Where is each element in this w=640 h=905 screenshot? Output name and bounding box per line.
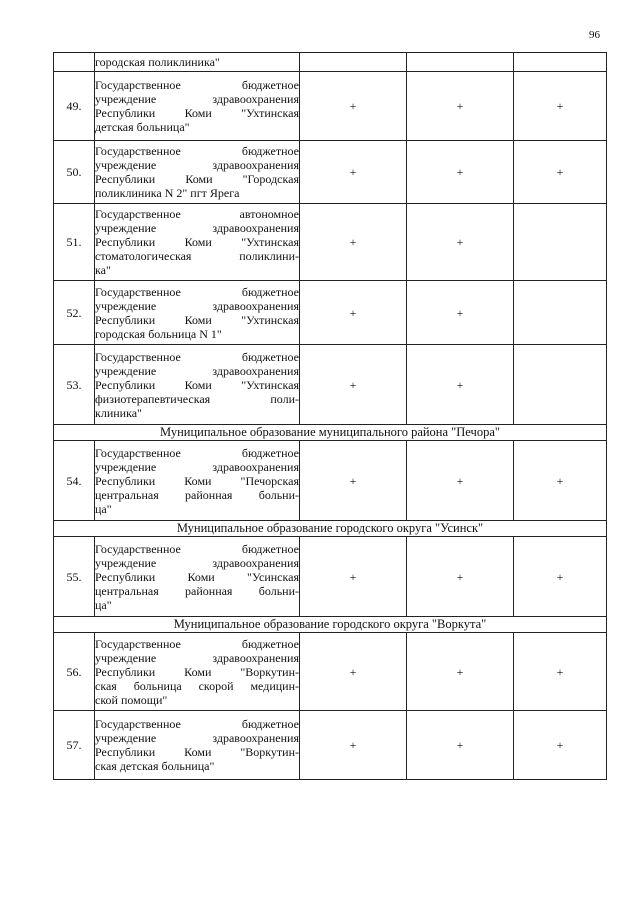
mark-cell: + [300, 441, 407, 521]
mark-cell [514, 53, 607, 72]
mark-cell [514, 281, 607, 345]
table-row [54, 537, 607, 617]
mark-cell: + [300, 141, 407, 204]
table-row [54, 633, 607, 711]
institution-name-cell [95, 72, 300, 141]
mark-cell: + [300, 204, 407, 281]
table-row [54, 72, 607, 141]
name-line: физиотерапевтическая поли- [95, 391, 299, 406]
table-row [54, 53, 607, 72]
name-line: Республики Коми "Усинская [95, 569, 299, 584]
name-line: Республики Коми "Ухтинская [95, 377, 299, 392]
mark-cell: + [514, 537, 607, 617]
mark-cell: + [300, 537, 407, 617]
name-line: центральная районная больни- [95, 583, 299, 598]
mark-cell [514, 204, 607, 281]
name-line: Республики Коми "Ухтинская [95, 235, 299, 249]
name-line: Государственное бюджетное [95, 78, 299, 92]
institution-name-cell [95, 633, 300, 711]
name-line: Республики Коми "Ухтинская [95, 106, 299, 120]
table-row [54, 345, 607, 425]
row-number: 50. [54, 141, 95, 204]
mark-cell: + [300, 281, 407, 345]
mark-cell: + [407, 537, 514, 617]
name-line: Республики Коми "Городская [95, 172, 299, 186]
institution-name-cell [95, 53, 300, 72]
mark-cell: + [407, 633, 514, 711]
name-line: Республики Коми "Воркутин- [95, 745, 299, 759]
row-number: 54. [54, 441, 95, 521]
institution-name-cell [95, 281, 300, 345]
institution-name-cell [95, 204, 300, 281]
name-line: Государственное бюджетное [95, 636, 299, 651]
section-row [54, 425, 607, 441]
name-line: Государственное бюджетное [95, 144, 299, 158]
row-number-cell [54, 53, 95, 72]
name-line: учреждение здравоохранения [95, 221, 299, 235]
table-row [54, 441, 607, 521]
mark-cell [407, 53, 514, 72]
name-line: ской помощи" [95, 692, 168, 707]
mark-cell: + [300, 345, 407, 425]
table-row [54, 204, 607, 281]
section-title: Муниципальное образование городского округа "Воркута" [54, 617, 607, 633]
row-number: 57. [54, 711, 95, 780]
mark-cell [300, 53, 407, 72]
mark-cell: + [300, 711, 407, 780]
section-row [54, 617, 607, 633]
table-row [54, 711, 607, 780]
name-line: поликлиника N 2" пгт Ярега [95, 186, 240, 200]
table-row [54, 141, 607, 204]
mark-cell [514, 345, 607, 425]
mark-cell: + [407, 345, 514, 425]
section-title: Муниципальное образование городского округа "Усинск" [54, 521, 607, 537]
table-row [54, 281, 607, 345]
name-line: городская больница N 1" [95, 326, 222, 341]
mark-cell: + [514, 141, 607, 204]
name-line: Государственное бюджетное [95, 445, 299, 460]
name-line: учреждение здравоохранения [95, 158, 299, 172]
row-number: 49. [54, 72, 95, 141]
mark-cell: + [300, 72, 407, 141]
name-line: учреждение здравоохранения [95, 731, 299, 745]
page-number: 96 [589, 29, 600, 41]
institutions-table [53, 52, 607, 780]
mark-cell: + [300, 633, 407, 711]
name-line: ка" [95, 263, 111, 277]
table-body [54, 53, 607, 780]
mark-cell: + [514, 633, 607, 711]
row-number: 53. [54, 345, 95, 425]
mark-cell: + [407, 141, 514, 204]
name-line: Государственное бюджетное [95, 541, 299, 556]
name-line: Государственное бюджетное [95, 284, 299, 299]
name-line: городская поликлиника" [95, 55, 220, 69]
name-line: стоматологическая поликлини- [95, 249, 299, 263]
institution-name-cell [95, 141, 300, 204]
name-line: центральная районная больни- [95, 487, 299, 502]
mark-cell: + [407, 281, 514, 345]
name-line: ца" [95, 501, 112, 516]
name-line: детская больница" [95, 120, 190, 134]
institution-name-cell [95, 711, 300, 780]
institution-name-cell [95, 345, 300, 425]
name-line: учреждение здравоохранения [95, 298, 299, 313]
section-row [54, 521, 607, 537]
name-line: клиника" [95, 405, 142, 420]
row-number: 56. [54, 633, 95, 711]
name-line: учреждение здравоохранения [95, 650, 299, 665]
name-line: ская больница скорой медицин- [95, 678, 299, 693]
name-line: Государственное автономное [95, 207, 299, 221]
row-number: 51. [54, 204, 95, 281]
mark-cell: + [407, 711, 514, 780]
name-line: учреждение здравоохранения [95, 92, 299, 106]
mark-cell: + [407, 204, 514, 281]
section-title: Муниципальное образование муниципального района "Печора" [54, 425, 607, 441]
row-number: 55. [54, 537, 95, 617]
row-number: 52. [54, 281, 95, 345]
name-line: ская детская больница" [95, 759, 215, 773]
mark-cell: + [514, 711, 607, 780]
name-line: Государственное бюджетное [95, 717, 299, 731]
name-line: учреждение здравоохранения [95, 363, 299, 378]
institution-name-cell [95, 537, 300, 617]
name-line: Республики Коми "Печорская [95, 473, 299, 488]
name-line: Государственное бюджетное [95, 349, 299, 364]
mark-cell: + [514, 72, 607, 141]
name-line: Республики Коми "Воркутин- [95, 664, 299, 679]
mark-cell: + [407, 441, 514, 521]
mark-cell: + [514, 441, 607, 521]
name-line: учреждение здравоохранения [95, 459, 299, 474]
mark-cell: + [407, 72, 514, 141]
name-line: учреждение здравоохранения [95, 555, 299, 570]
name-line: ца" [95, 597, 112, 612]
institution-name-cell [95, 441, 300, 521]
name-line: Республики Коми "Ухтинская [95, 312, 299, 327]
